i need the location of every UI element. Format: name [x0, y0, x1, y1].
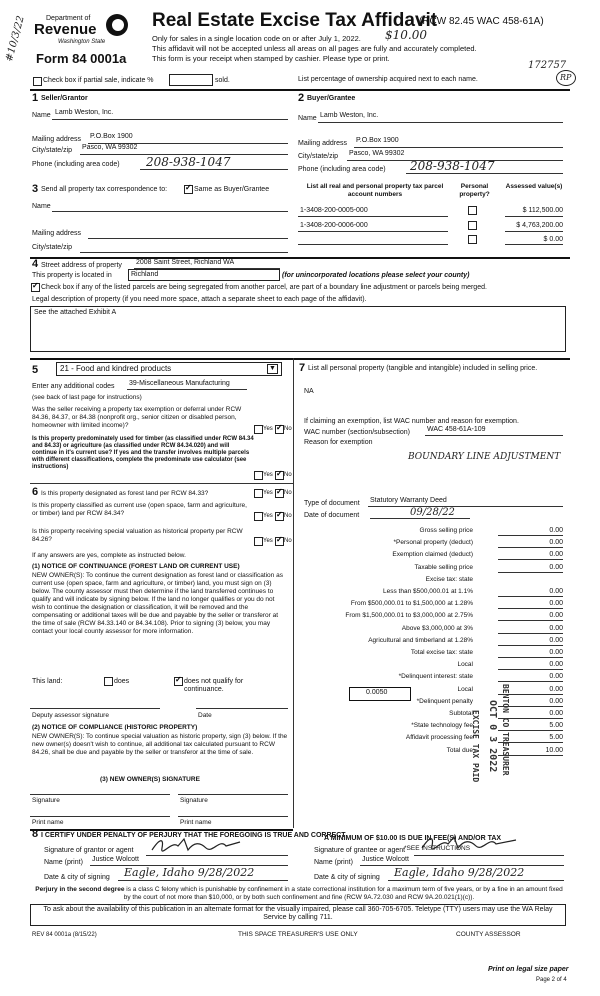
deputy-sig-line	[30, 708, 160, 709]
parcel-value-line-1	[505, 216, 563, 217]
buyer-name-label: Name	[298, 115, 317, 122]
does-qualify-checkbox[interactable]	[104, 677, 113, 686]
fee-label: Above $3,000,000 at 3%	[401, 624, 473, 632]
exemption-yes-checkbox[interactable]	[254, 425, 263, 434]
fee-value[interactable]: 0.00	[498, 539, 563, 548]
fee-value[interactable]: 0.00	[498, 698, 563, 707]
correspondence-mailing-label: Mailing address	[32, 230, 82, 237]
correspondence-label: Send all property tax correspondence to:	[41, 186, 168, 193]
parcel-value-line-3	[505, 244, 563, 245]
fee-row	[300, 612, 563, 621]
parcel-number-2[interactable]: 1-3408-200-0006-000	[300, 222, 368, 229]
fee-value[interactable]: 0.00	[498, 527, 563, 536]
handwritten-number: 172757	[528, 60, 567, 71]
seller-heading-num: 1	[32, 92, 39, 104]
minimum-due-note: A MINIMUM OF $10.00 IS DUE IN FEE(S) AND/OR TAX	[324, 835, 502, 842]
header-line1: Only for sales in a single location code on or after July 1, 2022.	[152, 34, 361, 43]
stamp-line1: EXCISE TAX PAID	[471, 710, 480, 783]
certify-statement: I CERTIFY UNDER PENALTY OF PERJURY THAT THE FOREGOING IS TRUE AND CORRECT	[41, 832, 346, 839]
fee-value[interactable]: 0.00	[498, 661, 563, 670]
buyer-phone-value[interactable]: 208-938-1047	[410, 159, 495, 173]
personal-property-checkbox-3[interactable]	[468, 235, 477, 244]
this-land-label: This land:	[32, 678, 63, 685]
reason-value[interactable]: BOUNDARY LINE ADJUSTMENT	[408, 452, 561, 462]
grantor-date-city-label: Date & city of signing	[44, 874, 110, 881]
parcel-line-2	[298, 231, 448, 232]
rev-number: REV 84 0001a (8/15/22)	[32, 932, 97, 938]
fee-label: Local	[457, 685, 473, 693]
section7-heading-num: 7	[299, 362, 306, 374]
buyer-mailing-line	[354, 147, 563, 148]
fee-value[interactable]: 0.00	[498, 649, 563, 658]
fee-value[interactable]: 5.00	[498, 722, 563, 731]
historical-yes-checkbox[interactable]	[254, 537, 263, 546]
fee-value[interactable]: 0.00	[498, 673, 563, 682]
dept-line2: Revenue	[34, 21, 97, 38]
see-instructions-note: *SEE INSTRUCTIONS	[404, 845, 471, 852]
dor-logo	[34, 12, 138, 54]
owner-sig-label-1: Signature	[32, 797, 60, 804]
wac-label: WAC number (section/subsection)	[304, 429, 410, 436]
answers-instructions: If any answers are yes, complete as instructed below.	[32, 552, 186, 559]
handwritten-initials	[556, 70, 576, 86]
timber-no-label: No	[284, 472, 292, 478]
parcels-col3-header: Assessed value(s)	[505, 183, 563, 190]
exemption-question: Was the seller receiving a property tax exemption or deferral under RCW 84.36, 84.37, or 84.38 (nonprofit org., senior citizen or disabled person, homeowner with limited income)?	[32, 406, 242, 429]
forest-no-label: No	[284, 490, 292, 496]
street-label: Street address of property	[41, 262, 122, 269]
seller-name-label: Name	[32, 112, 51, 119]
historical-no-checkbox[interactable]	[275, 537, 284, 546]
exemption-no-label: No	[284, 426, 292, 432]
fee-value[interactable]: 0.00	[498, 686, 563, 695]
county-assessor-label: COUNTY ASSESSOR	[456, 931, 521, 938]
exemption-no-checkbox[interactable]	[275, 425, 284, 434]
fee-row	[300, 600, 563, 609]
fee-label: From $500,000.01 to $1,500,000 at 1.28%	[350, 600, 473, 608]
partial-sale-label: Check box if partial sale, indicate %	[43, 77, 154, 84]
historical-no-label: No	[284, 538, 292, 544]
grantee-name-value[interactable]: Justice Wolcott	[362, 856, 409, 863]
section5-divider	[30, 358, 570, 360]
timber-no-checkbox[interactable]	[275, 471, 284, 480]
header-divider	[30, 89, 570, 91]
fee-value[interactable]: 0.00	[498, 625, 563, 634]
buyer-name-line	[318, 122, 563, 123]
section6-divider	[30, 483, 293, 484]
addl-codes-label: Enter any additional codes	[32, 383, 115, 390]
grantor-name-label: Name (print)	[44, 859, 83, 866]
fee-row	[300, 539, 563, 548]
doc-type-value[interactable]: Statutory Warranty Deed	[370, 497, 447, 504]
parcels-col1-header: List all real and personal property tax parcel account numbers	[306, 183, 444, 198]
fee-value[interactable]: 0.00	[498, 551, 563, 560]
open-space-yes-label: Yes	[263, 513, 273, 519]
treasurer-stamp	[466, 684, 524, 824]
fee-label: Local	[457, 661, 473, 669]
seller-name-value[interactable]: Lamb Weston, Inc.	[55, 109, 114, 116]
seller-name-line	[52, 119, 288, 120]
header-line2: This affidavit will not be accepted unless all areas on all pages are fully and accurately completed.	[152, 44, 477, 53]
seller-city-value[interactable]: Pasco, WA 99302	[82, 144, 138, 151]
see-back-note: (see back of last page for instructions)	[32, 394, 142, 401]
fee-value[interactable]: 0.00	[498, 588, 563, 597]
located-note: (for unincorporated locations please select your county)	[282, 272, 470, 279]
fee-label: From $1,500,000.01 to $3,000,000 at 2.75%	[345, 612, 473, 620]
land-use-value: 21 - Food and kindred products	[60, 364, 172, 373]
correspondence-mailing-line	[88, 238, 288, 239]
exemption-yes-label: Yes	[263, 426, 273, 432]
fee-row	[300, 576, 563, 585]
parcel-value-line-2	[505, 231, 563, 232]
fee-value[interactable]: 0.00	[498, 600, 563, 609]
timber-yes-label: Yes	[263, 472, 273, 478]
partial-percent-input[interactable]	[169, 74, 213, 86]
doc-date-label: Date of document	[304, 512, 360, 519]
parcel-value-1[interactable]: $ 112,500.00	[522, 207, 563, 214]
fee-row	[300, 673, 563, 682]
grantor-signature	[150, 836, 250, 854]
seller-mailing-label: Mailing address	[32, 136, 82, 143]
parcel-value-2[interactable]: $ 4,763,200.00	[516, 222, 563, 229]
located-label: This property is located in	[32, 272, 112, 279]
stamp-line3: BENTON CO TREASURER	[501, 684, 510, 776]
seller-phone-line	[140, 169, 288, 170]
doc-type-line	[368, 506, 563, 507]
doc-date-value[interactable]: 09/28/22	[410, 507, 455, 518]
header-line3: This form is your receipt when stamped by cashier. Please type or print.	[152, 54, 390, 63]
notice1-title: (1) NOTICE OF CONTINUANCE (FOREST LAND OR CURRENT USE)	[32, 563, 240, 570]
fee-value[interactable]: 0.00	[498, 710, 563, 719]
fee-value[interactable]: 0.00	[498, 637, 563, 646]
historical-question: Is this property receiving special valuation as historical property per RCW 84.26?	[32, 528, 243, 543]
grantor-sig-label: Signature of grantor or agent	[44, 847, 134, 854]
fee-label: Taxable selling price	[414, 563, 473, 571]
buyer-heading-num: 2	[298, 92, 305, 104]
wac-value[interactable]: WAC 458-61A-109	[427, 426, 486, 433]
perjury-statement	[32, 886, 566, 902]
section7-value[interactable]: NA	[304, 388, 314, 395]
seller-phone-label: Phone (including area code)	[32, 161, 120, 168]
new-owner-sig-heading: (3) NEW OWNER(S) SIGNATURE	[100, 776, 200, 783]
open-space-question: Is this property classified as current use (open space, farm and agriculture, or timber) land per RCW 84.34?	[32, 502, 247, 517]
does-not-qualify-checkbox[interactable]	[174, 677, 183, 686]
center-divider	[293, 358, 294, 828]
grantee-date-city-line	[388, 880, 564, 881]
alt-format-text: To ask about the availability of this publication in an alternate format for the visually impaired, please call 360-705-6705. Teletype (TTY) users may use the WA Relay Service by calling 711.	[43, 906, 553, 921]
doc-type-label: Type of document	[304, 500, 360, 507]
street-value[interactable]: 2008 Saint Street, Richland WA	[136, 259, 235, 266]
fee-label: *Delinquent interest: state	[398, 673, 473, 681]
same-as-buyer-label: Same as Buyer/Grantee	[194, 186, 270, 193]
forest-yes-label: Yes	[263, 490, 273, 496]
section5-heading-num: 5	[32, 364, 39, 376]
fee-label: Total due	[446, 746, 473, 754]
section4-divider	[30, 257, 570, 259]
dept-line3: Washington State	[58, 39, 106, 45]
fee-row	[300, 527, 563, 536]
print-legal-note: Print on legal size paper	[488, 966, 569, 973]
fee-row	[300, 551, 563, 560]
owner-sig-line-2	[178, 794, 288, 795]
owner-print-label-2: Print name	[180, 819, 212, 826]
grantee-sig-line	[414, 855, 564, 856]
doc-date-line	[370, 518, 470, 519]
correspondence-name-label: Name	[32, 203, 51, 210]
segregated-label: Check box if any of the listed parcels are being segregated from another parcel, are part of a boundary line adjustment or parcels being merged.	[41, 284, 487, 291]
partial-sale-checkbox[interactable]	[33, 77, 42, 86]
fee-row	[300, 625, 563, 634]
grantee-date-city-label: Date & city of signing	[314, 874, 380, 881]
perjury-text: is a class C felony which is punishable by confinement in a state correctional institution for a maximum term of five years, or by a fine in an amount fixed by the court of not more than $10,000, or by both such confinement and fine (RCW 9A.72.030 and RCW 9A.20.021(1)(c)).	[123, 886, 563, 901]
timber-yes-checkbox[interactable]	[254, 471, 263, 480]
correspondence-heading-num: 3	[32, 183, 39, 195]
handwritten-fee: $10.00	[385, 28, 427, 42]
fee-row	[300, 661, 563, 670]
fee-label: Excise tax: state	[425, 575, 473, 583]
fee-label: Affidavit processing fee	[405, 734, 473, 742]
timber-question: Is this property predominately used for timber (as classified under RCW 84.34 and 84.33) or agriculture (as classified under RCW 84.34.020) and will continue in it's current use? If yes and the transfer involves multiple parcels with different classifications, complete the predominate use calculator (see instructions)	[32, 436, 254, 470]
grantor-date-city-value[interactable]: Eagle, Idaho 9/28/2022	[124, 866, 255, 879]
initials-text: RP	[560, 73, 572, 82]
owner-print-line-1	[30, 816, 170, 817]
parcel-line-3	[298, 244, 448, 245]
legal-label: Legal description of property (if you need more space, attach a separate sheet to each page of the affidavit).	[32, 296, 367, 303]
grantee-name-label: Name (print)	[314, 859, 353, 866]
forest-question: Is this property designated as forest land per RCW 84.33?	[41, 490, 209, 497]
seller-phone-value[interactable]: 208-938-1047	[146, 155, 231, 169]
parcel-value-3[interactable]: $ 0.00	[543, 236, 563, 243]
form-title: Real Estate Excise Tax Affidavit	[152, 10, 438, 31]
fee-label: *Delinquent penalty	[416, 697, 473, 705]
parcel-line-1	[298, 216, 448, 217]
form-rcw: (RCW 82.45 WAC 458-61A)	[419, 16, 544, 27]
buyer-city-value[interactable]: Pasco, WA 99302	[349, 150, 405, 157]
treasurer-use-label: THIS SPACE TREASURER'S USE ONLY	[238, 931, 358, 938]
deputy-date-line	[196, 708, 288, 709]
section8-divider	[30, 829, 293, 831]
open-space-no-checkbox[interactable]	[275, 512, 284, 521]
segregated-checkbox[interactable]	[31, 283, 40, 292]
grantor-sig-line	[146, 855, 288, 856]
grantee-sig-label: Signature of grantee or agent	[314, 847, 406, 854]
buyer-name-value[interactable]: Lamb Weston, Inc.	[320, 112, 379, 119]
land-use-dropdown-icon[interactable]: ▼	[267, 364, 278, 374]
stamp-line2: OCT 0 3 2022	[487, 700, 498, 773]
wac-line	[425, 435, 563, 436]
reason-label: Reason for exemption	[304, 439, 373, 446]
deputy-sig-label: Deputy assessor signature	[32, 712, 109, 719]
legal-value: See the attached Exhibit A	[34, 309, 117, 316]
dor-swoosh-inner	[112, 19, 124, 31]
fee-row	[300, 588, 563, 597]
correspondence-city-line	[80, 252, 288, 253]
fee-value[interactable]: 0.00	[498, 564, 563, 573]
owner-sig-label-2: Signature	[180, 797, 208, 804]
notice1-text: NEW OWNER(S): To continue the current designation as forest land or classification as current use (open space, farm and agriculture, or timber) land, you must sign on (3) below. The county assessor must then determine if the land transferred continues to qualify and will indicate by signing below. If the land no longer qualifies or you do not wish to continue the designation or classification, it will be removed and the compensating or additional taxes will be due and payable by the seller or transferor at the time of sale (RCW 84.33.140 or 84.34.108). Prior to signing (3) below, you may contact your local county assessor for more information.	[32, 572, 283, 635]
addl-codes-line	[127, 389, 247, 390]
notice2-title: (2) NOTICE OF COMPLIANCE (HISTORIC PROPERTY)	[32, 724, 198, 731]
correspondence-name-line	[52, 211, 288, 212]
buyer-phone-line	[406, 173, 563, 174]
fee-row	[300, 637, 563, 646]
deputy-date-label: Date	[198, 712, 212, 719]
personal-property-checkbox-1[interactable]	[468, 206, 477, 215]
located-value: Richland	[131, 271, 159, 278]
grantee-signature	[420, 834, 530, 852]
forest-no-checkbox[interactable]	[275, 489, 284, 498]
buyer-heading: Buyer/Grantee	[307, 95, 356, 102]
fee-value[interactable]: 5.00	[498, 734, 563, 743]
grantee-date-city-value[interactable]: Eagle, Idaho 9/28/2022	[394, 866, 525, 879]
open-space-no-label: No	[284, 513, 292, 519]
grantee-signature-scrawl	[420, 834, 530, 852]
forest-yes-checkbox[interactable]	[254, 489, 263, 498]
notice2-text: NEW OWNER(S): To continue special valuation as historic property, sign (3) below. If the new owner(s) doesn't wish to continue, all additional tax calculated pursuant to RCW 84.26, shall be due and payable by the seller or transferor at the time of sale.	[32, 733, 288, 756]
local-rate-value: 0.0050	[366, 689, 388, 696]
addl-codes-value[interactable]: 39-Miscellaneous Manufacturing	[129, 380, 230, 387]
ownership-note: List percentage of ownership acquired next to each name.	[298, 76, 478, 83]
correspondence-city-label: City/state/zip	[32, 244, 73, 251]
form-number: Form 84 0001a	[36, 51, 127, 66]
dept-line1: Department of	[46, 15, 91, 22]
owner-print-line-2	[178, 816, 288, 817]
fee-label: Gross selling price	[419, 527, 473, 534]
fee-label: Less than $500,000.01 at 1.1%	[383, 588, 473, 595]
owner-print-label-1: Print name	[32, 819, 64, 826]
parcels-col2-header: Personal property?	[459, 183, 490, 198]
personal-property-checkbox-2[interactable]	[468, 221, 477, 230]
page-number: Page 2 of 4	[536, 977, 567, 983]
buyer-mailing-value[interactable]: P.O.Box 1900	[356, 137, 399, 144]
grantor-name-value[interactable]: Justice Wolcott	[92, 856, 139, 863]
fee-label: *State technology fee	[411, 722, 473, 730]
buyer-phone-label: Phone (including area code)	[298, 166, 386, 173]
grantor-date-city-line	[118, 880, 288, 881]
open-space-yes-checkbox[interactable]	[254, 512, 263, 521]
exemption-claim-label: If claiming an exemption, list WAC number and reason for exemption.	[304, 418, 519, 425]
same-as-buyer-checkbox[interactable]	[184, 185, 193, 194]
buyer-mailing-label: Mailing address	[298, 140, 348, 147]
property-heading-num: 4	[32, 258, 39, 270]
does-qualify-label: does	[114, 678, 130, 685]
fee-value[interactable]: 10.00	[498, 747, 563, 756]
section8-heading-num: 8	[32, 828, 39, 840]
fee-label: Subtotal	[449, 710, 473, 717]
section7-label: List all personal property (tangible and intangible) included in selling price.	[308, 365, 538, 372]
does-not-qualify-label: does not qualify for continuance.	[184, 678, 244, 693]
owner-sig-line-1	[30, 794, 170, 795]
historical-yes-label: Yes	[263, 538, 273, 544]
fee-value[interactable]: 0.00	[498, 612, 563, 621]
perjury-bold: Perjury in the second degree	[35, 886, 125, 893]
fee-label: *Personal property (deduct)	[393, 539, 473, 547]
fee-row	[300, 649, 563, 658]
parcel-number-1[interactable]: 1-3408-200-0005-000	[300, 207, 368, 214]
seller-heading: Seller/Grantor	[41, 95, 88, 102]
section6-heading-num: 6	[32, 486, 39, 498]
fee-label: Agricultural and timberland at 1.28%	[368, 636, 473, 644]
fee-row	[300, 564, 563, 573]
seller-mailing-value[interactable]: P.O.Box 1900	[90, 133, 133, 140]
fee-label: Total excise tax: state	[410, 649, 473, 656]
grantor-signature-scrawl	[150, 836, 250, 854]
seller-city-label: City/state/zip	[32, 147, 73, 154]
buyer-city-label: City/state/zip	[298, 153, 339, 160]
handwritten-date: #10/3/22	[4, 14, 27, 63]
fee-label: Exemption claimed (deduct)	[392, 551, 473, 559]
partial-sold-label: sold.	[215, 77, 230, 84]
